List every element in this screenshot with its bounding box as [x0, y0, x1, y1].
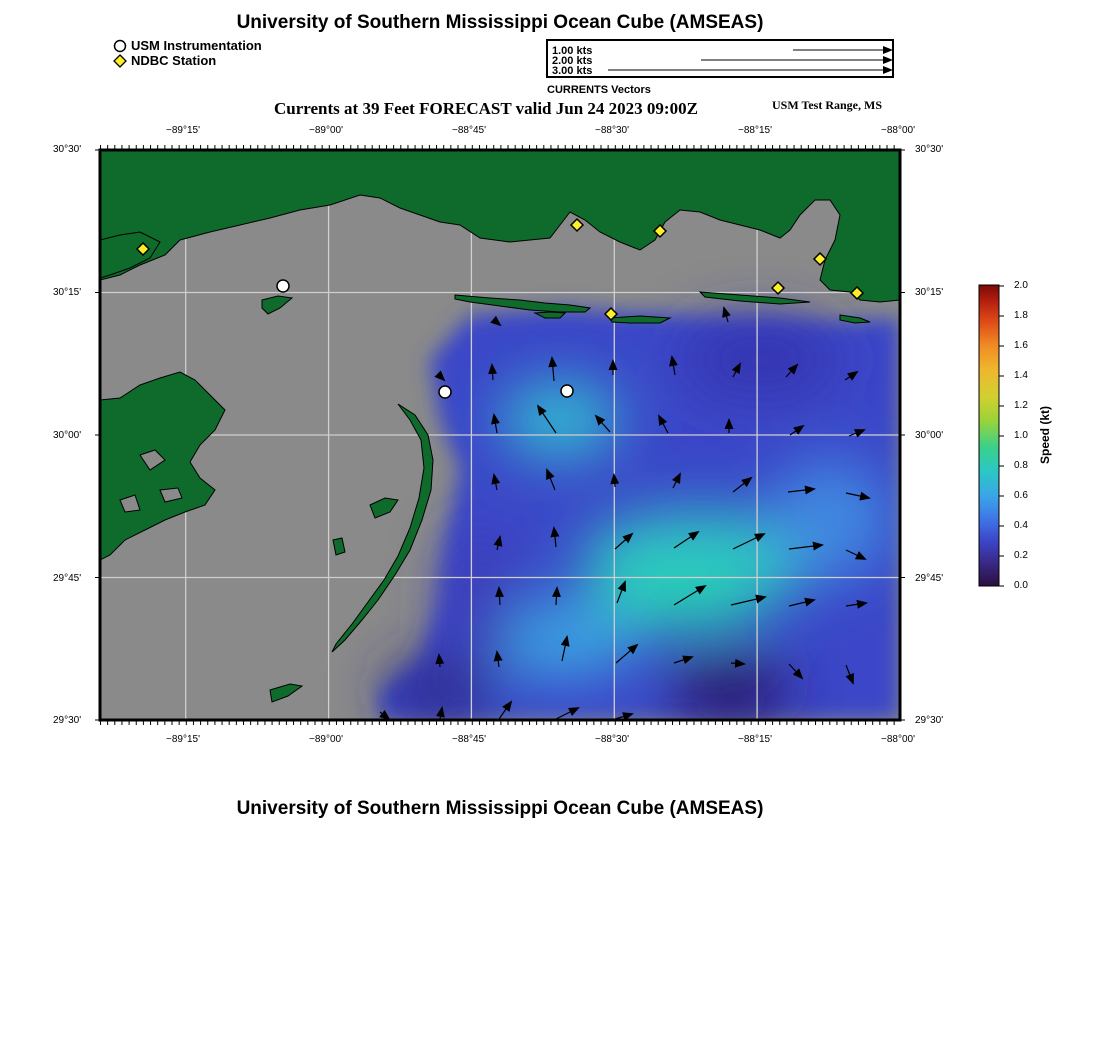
colorbar-tick-1: 2.0 [1014, 280, 1028, 291]
lat-tick-left-3: 30°00' [53, 430, 82, 441]
lon-tick-bottom-6: −88°00' [881, 734, 915, 745]
vector-key-caption: CURRENTS Vectors [547, 84, 651, 96]
lat-tick-left-2: 30°15' [53, 287, 82, 298]
lon-tick-top-2: −89°00' [309, 125, 343, 136]
colorbar-tick-7: 0.8 [1014, 460, 1028, 471]
lon-tick-bottom-1: −89°15' [166, 734, 200, 745]
lat-tick-right-4: 29°45' [915, 573, 944, 584]
lon-tick-bottom-3: −88°45' [452, 734, 486, 745]
colorbar-scale [979, 285, 999, 586]
colorbar-tick-5: 1.2 [1014, 400, 1028, 411]
lat-tick-left-5: 29°30' [53, 715, 82, 726]
colorbar-ticks [999, 286, 1004, 586]
colorbar-tick-6: 1.0 [1014, 430, 1028, 441]
legend-ndbc-label: NDBC Station [131, 53, 217, 68]
colorbar-tick-3: 1.6 [1014, 340, 1028, 351]
map-area [100, 150, 900, 725]
colorbar-tick-9: 0.4 [1014, 520, 1028, 531]
lon-tick-bottom-5: −88°15' [738, 734, 772, 745]
lat-tick-right-1: 30°30' [915, 144, 944, 155]
vector-key-label-1: 1.00 kts [552, 45, 593, 57]
legend-usm-label: USM Instrumentation [131, 38, 262, 53]
bottom-title: University of Southern Mississippi Ocean Cube (AMSEAS) [236, 798, 764, 819]
lon-tick-top-3: −88°45' [452, 125, 486, 136]
lat-tick-right-2: 30°15' [915, 287, 944, 298]
barrier-island-3 [610, 316, 670, 323]
map-title: University of Southern Mississippi Ocean Cube (AMSEAS) [236, 12, 764, 33]
colorbar-tick-4: 1.4 [1014, 370, 1028, 381]
lon-tick-top-1: −89°15' [166, 125, 200, 136]
vector-key-label-3: 3.00 kts [552, 65, 593, 77]
lon-tick-top-6: −88°00' [881, 125, 915, 136]
colorbar-tick-8: 0.6 [1014, 490, 1028, 501]
lat-tick-left-1: 30°30' [53, 144, 82, 155]
colorbar-tick-10: 0.2 [1014, 550, 1028, 561]
lat-tick-right-3: 30°00' [915, 430, 944, 441]
lon-tick-bottom-4: −88°30' [595, 734, 629, 745]
lon-tick-bottom-2: −89°00' [309, 734, 343, 745]
usm-instrument-2 [439, 386, 451, 398]
usm-instrument-3 [561, 385, 573, 397]
colorbar-tick-11: 0.0 [1014, 580, 1028, 591]
lat-tick-right-5: 29°30' [915, 715, 944, 726]
lon-tick-top-5: −88°15' [738, 125, 772, 136]
site-label: USM Test Range, MS [772, 98, 883, 112]
lon-tick-top-4: −88°30' [595, 125, 629, 136]
forecast-subtitle: Currents at 39 Feet FORECAST valid Jun 24 2023 09:00Z [274, 99, 698, 118]
usm-instrument-1 [277, 280, 289, 292]
vector-key-label-2: 2.00 kts [552, 55, 593, 67]
speed-field [380, 308, 900, 725]
colorbar-tick-2: 1.8 [1014, 310, 1028, 321]
lat-tick-left-4: 29°45' [53, 573, 82, 584]
colorbar-title: Speed (kt) [1038, 405, 1053, 465]
